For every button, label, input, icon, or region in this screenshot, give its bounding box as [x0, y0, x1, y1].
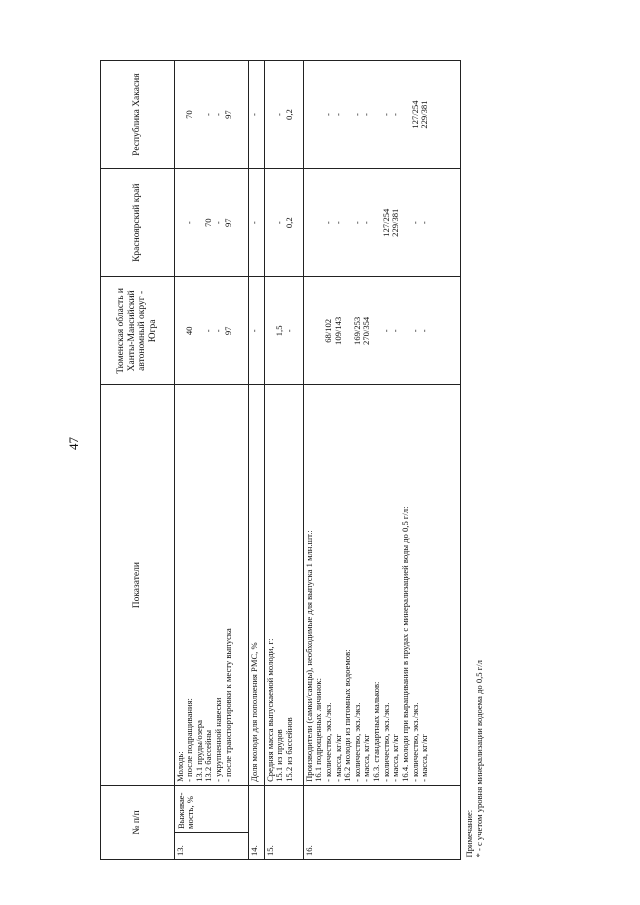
value-line: - [380, 329, 391, 333]
indicator-line: - после подращивания: [184, 698, 195, 782]
header-row [101, 61, 175, 860]
value-line: - [322, 221, 333, 225]
value-line: - [213, 329, 224, 333]
row-number-cell [174, 785, 249, 859]
header-indicators: Показатели [101, 385, 175, 786]
indicators-table [100, 60, 495, 860]
table-body [174, 61, 460, 860]
note-row [460, 61, 495, 860]
row-number-cell [303, 785, 460, 859]
indicator-line: - количество, экз./экз. [409, 702, 420, 782]
value-line: - [249, 113, 260, 117]
value-line: - [361, 113, 372, 117]
table-row [264, 61, 303, 860]
divider [175, 832, 249, 833]
value-line: - [351, 221, 362, 225]
header-region-tyumen: Тюменская область и Ханты-Мансийский автономный округ - Югра [101, 277, 175, 385]
value-line: 127/254 [409, 100, 420, 129]
row-number-cell [249, 785, 264, 859]
value-line: 169/253 [351, 316, 362, 345]
indicator-line: Производители (самки/самцы), необходимые для выпуска 1 млн.шт.: [303, 530, 314, 782]
indicator-line: - количество, экз./экз. [351, 702, 362, 782]
value-line: 1,5 [274, 325, 285, 337]
page-number: 47 [66, 437, 81, 450]
value-line: - [332, 113, 343, 117]
note-title: Примечание: [463, 809, 474, 858]
value-line: 109/143 [332, 316, 343, 345]
value-line: - [203, 329, 214, 333]
row-number: 13. [174, 845, 185, 856]
indicator-line: Молодь: [174, 751, 185, 782]
value-line: - [380, 113, 391, 117]
header-region-krasnoyarsk: Красноярский край [101, 169, 175, 277]
rotated-page [66, 60, 520, 860]
indicator-line: - количество, экз./экз. [380, 702, 391, 782]
indicator-line: 16.4. молоди при выращивании в прудах с минерализацией воды до 0,5 г/л: [399, 506, 410, 782]
indicator-line: 16.3. стандартных мальков: [371, 681, 382, 782]
indicator-line: 15.2 из бассейнов [283, 717, 294, 782]
indicator-line: 15.1 из прудов [274, 729, 285, 782]
row-number: 14. [249, 845, 260, 856]
indicator-line: 16.2 молоди из питомных водоемов: [342, 649, 353, 782]
indicator-line: - масса, кг/кг [390, 734, 401, 782]
row-number: 16. [303, 845, 314, 856]
value-line: - [213, 113, 224, 117]
indicator-line: - укрупненной навески [213, 697, 224, 782]
header-num: № п/п [101, 785, 175, 859]
value-line: - [419, 221, 430, 225]
indicator-line: 13.1 пруды/озера [193, 720, 204, 782]
value-line: 40 [184, 326, 195, 336]
value-line: 229/381 [390, 208, 401, 237]
value-line: - [390, 113, 401, 117]
indicator-line: - количество, экз./экз. [322, 702, 333, 782]
indicator-line: - масса, кг/кг [361, 734, 372, 782]
indicator-line: Доля молоди для пополнения РМС, % [249, 642, 260, 782]
value-line: 0,2 [283, 217, 294, 229]
value-line: 70 [203, 218, 214, 228]
indicator-line: - масса, кг/кг [419, 734, 430, 782]
value-line: - [419, 329, 430, 333]
value-line: 127/254 [380, 208, 391, 237]
value-line: - [283, 329, 294, 333]
indicator-line: 13.2 бассейны [203, 730, 214, 782]
value-line: 270/354 [361, 316, 372, 345]
value-line: - [332, 221, 343, 225]
header-region-khakassia: Республика Хакасия [101, 61, 175, 169]
value-line: 68/102 [322, 318, 333, 343]
survival-label: Выживае-мость, % [175, 792, 196, 829]
table-row [249, 61, 264, 860]
value-line: - [409, 221, 420, 225]
table-row [174, 61, 249, 860]
indicator-line: Средняя масса выпускаемой молоди, г: [264, 638, 275, 782]
value-line: 229/381 [419, 100, 430, 129]
value-line: - [203, 113, 214, 117]
value-line: 97 [222, 218, 233, 228]
row-number: 15. [264, 845, 275, 856]
value-line: - [322, 113, 333, 117]
value-line: - [249, 221, 260, 225]
value-line: - [409, 329, 420, 333]
indicator-line: - после транспортировки к месту выпуска [222, 628, 233, 782]
indicator-line: 16.1 подрощенных личинок: [313, 678, 324, 782]
value-line: 70 [184, 110, 195, 119]
value-line: - [390, 329, 401, 333]
value-line: - [361, 221, 372, 225]
value-line: - [249, 329, 260, 333]
table-row [303, 61, 460, 860]
value-line: - [213, 221, 224, 225]
value-line: 0,2 [283, 109, 294, 120]
value-line: 97 [222, 326, 233, 336]
indicator-line: - масса, кг/кг [332, 734, 343, 782]
note-text: * - с учетом уровня минерализации водоема до 0,5 г/л [473, 660, 484, 858]
value-line: - [351, 113, 362, 117]
value-line: 97 [222, 110, 233, 119]
value-line: - [184, 221, 195, 225]
value-line: - [274, 221, 285, 225]
row-number-cell [264, 785, 303, 859]
value-line: - [274, 113, 285, 117]
